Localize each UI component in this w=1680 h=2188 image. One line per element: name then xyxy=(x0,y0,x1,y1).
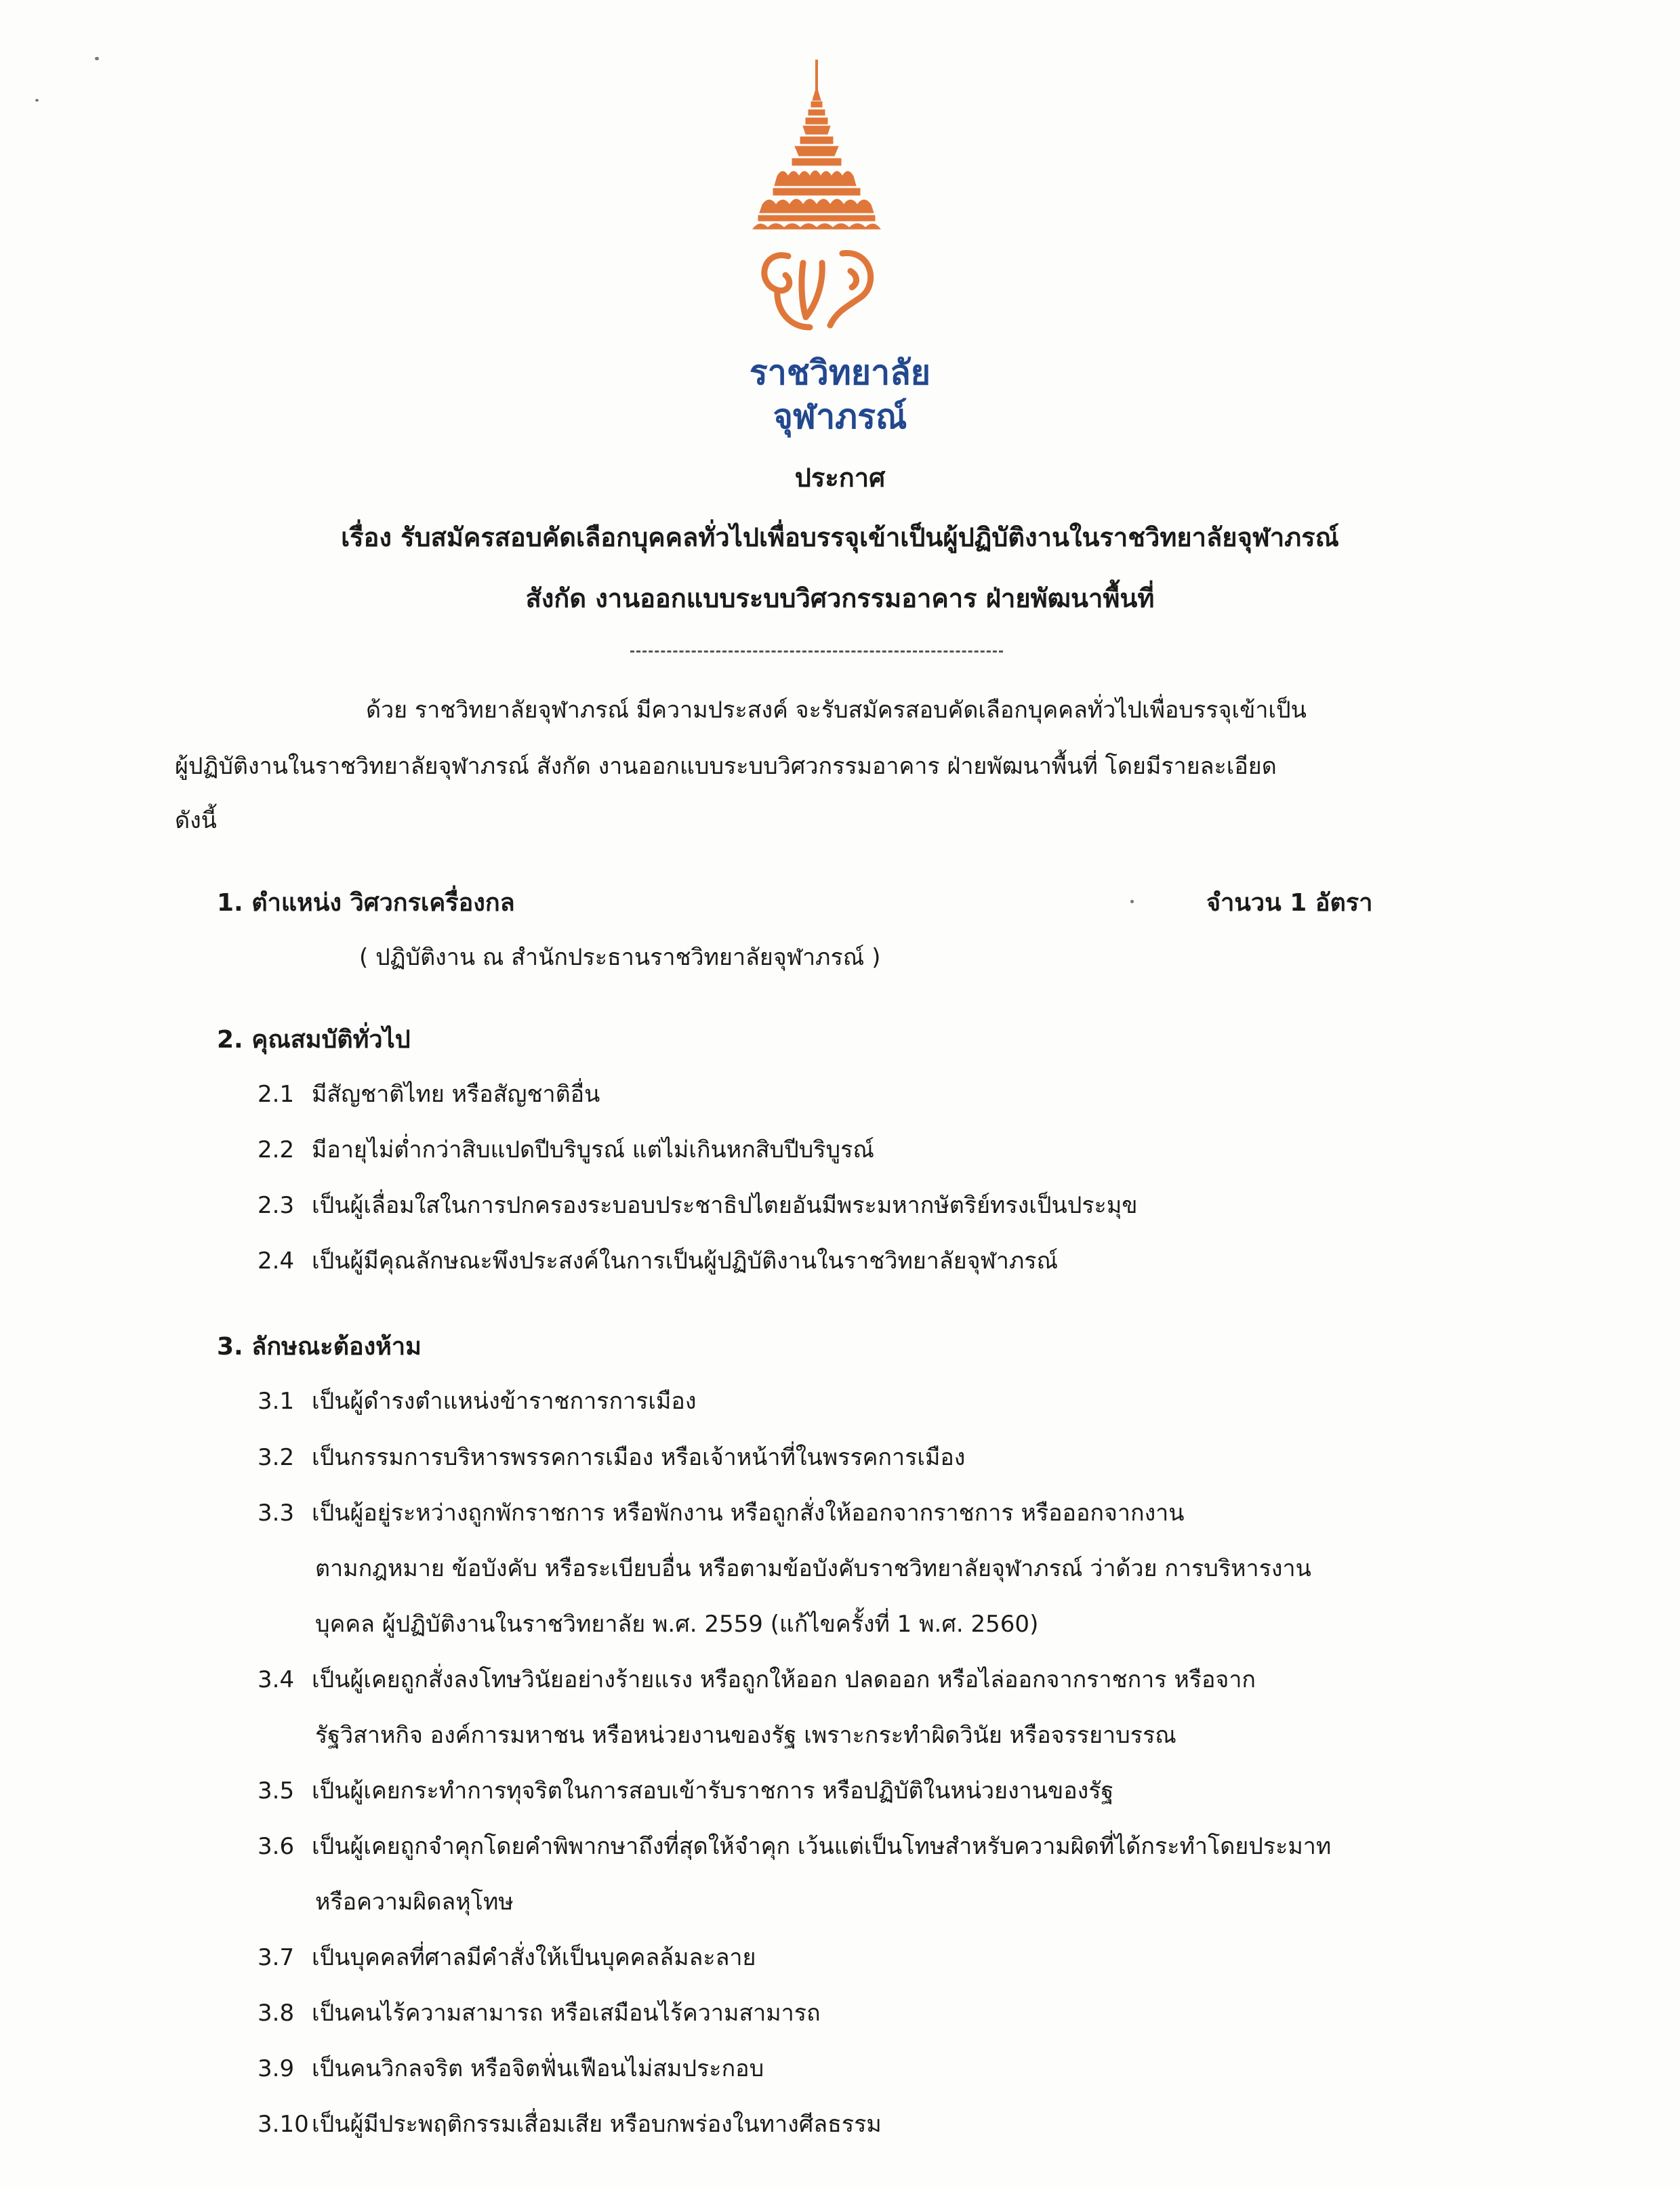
scan-speck xyxy=(95,57,99,60)
institution-logo xyxy=(735,60,898,344)
item-text: เป็นคนวิกลจริต หรือจิตฟั่นเฟือนไม่สมประกอบ xyxy=(312,2055,764,2082)
item-text: เป็นผู้เคยกระทำการทุจริตในการสอบเข้ารับราชการ หรือปฏิบัติในหน่วยงานของรัฐ xyxy=(312,1777,1114,1804)
intro-line-1: ด้วย ราชวิทยาลัยจุฬาภรณ์ มีความประสงค์ จะรับสมัครสอบคัดเลือกบุคคลทั่วไปเพื่อบรรจุเข้าเป็น xyxy=(366,697,1307,724)
item-number: 2.4 xyxy=(258,1247,295,1275)
item-continuation: รัฐวิสาหกิจ องค์การมหาชน หรือหน่วยงานของรัฐ เพราะกระทำผิดวินัย หรือจรรยาบรรณ xyxy=(315,1722,1176,1749)
position-title: 1. ตำแหน่ง วิศวกรเครื่องกล xyxy=(217,889,515,917)
item-text: เป็นผู้เคยถูกสั่งลงโทษวินัยอย่างร้ายแรง หรือถูกให้ออก ปลดออก หรือไล่ออกจากราชการ หรือจาก xyxy=(312,1666,1256,1693)
item-number: 3.6 xyxy=(258,1833,295,1860)
item-number: 3.10 xyxy=(258,2111,309,2138)
section-3-title: 3. ลักษณะต้องห้าม xyxy=(217,1333,422,1361)
item-number: 3.4 xyxy=(258,1666,295,1693)
item-text: เป็นกรรมการบริหารพรรคการเมือง หรือเจ้าหน้าที่ในพรรคการเมือง xyxy=(312,1444,966,1471)
item-text: เป็นคนไร้ความสามารถ หรือเสมือนไร้ความสามารถ xyxy=(312,2000,821,2027)
list-item xyxy=(258,1079,600,1110)
item-number: 3.2 xyxy=(258,1444,295,1471)
item-continuation: บุคคล ผู้ปฏิบัติงานในราชวิทยาลัย พ.ศ. 2559 (แก้ไขครั้งที่ 1 พ.ศ. 2560) xyxy=(315,1611,1039,1638)
item-number: 3.9 xyxy=(258,2055,295,2082)
list-item xyxy=(258,1498,1185,1529)
item-text: มีอายุไม่ต่ำกว่าสิบแปดปีบริบูรณ์ แต่ไม่เกินหกสิบปีบริบูรณ์ xyxy=(312,1136,874,1163)
separator-line xyxy=(630,651,1003,653)
list-item xyxy=(258,1831,1331,1862)
intro-line-2: ผู้ปฏิบัติงานในราชวิทยาลัยจุฬาภรณ์ สังกัด งานออกแบบระบบวิศวกรรมอาคาร ฝ่ายพัฒนาพื้นที่ โดยมีรายละเอียด xyxy=(175,753,1277,780)
position-location: ( ปฏิบัติงาน ณ สำนักประธานราชวิทยาลัยจุฬาภรณ์ ) xyxy=(359,944,881,971)
list-item xyxy=(258,1245,1058,1277)
item-text: เป็นบุคคลที่ศาลมีคำสั่งให้เป็นบุคคลล้มละลาย xyxy=(312,1944,756,1971)
item-number: 2.1 xyxy=(258,1081,295,1108)
list-item xyxy=(258,1442,965,1473)
item-number: 3.3 xyxy=(258,1500,295,1527)
item-continuation: หรือความผิดลหุโทษ xyxy=(315,1888,514,1916)
item-text: เป็นผู้อยู่ระหว่างถูกพักราชการ หรือพักงาน หรือถูกสั่งให้ออกจากราชการ หรือออกจากงาน xyxy=(312,1500,1185,1527)
list-item xyxy=(258,2109,882,2140)
item-number: 3.7 xyxy=(258,1944,295,1971)
item-number: 3.5 xyxy=(258,1777,295,1804)
item-text: เป็นผู้เคยถูกจำคุกโดยคำพิพากษาถึงที่สุดให้จำคุก เว้นแต่เป็นโทษสำหรับความผิดที่ได้กระทำโดยประมาท xyxy=(312,1833,1332,1860)
item-text: เป็นผู้มีประพฤติกรรมเสื่อมเสีย หรือบกพร่องในทางศีลธรรม xyxy=(312,2111,882,2138)
item-continuation: ตามกฎหมาย ข้อบังคับ หรือระเบียบอื่น หรือตามข้อบังคับราชวิทยาลัยจุฬาภรณ์ ว่าด้วย การบริหารงาน xyxy=(315,1555,1311,1582)
document-type: ประกาศ xyxy=(794,463,886,493)
item-number: 3.1 xyxy=(258,1388,295,1415)
scan-speck xyxy=(35,99,39,102)
list-item xyxy=(258,1775,1113,1807)
item-text: มีสัญชาติไทย หรือสัญชาติอื่น xyxy=(312,1081,600,1108)
position-quota: จำนวน 1 อัตรา xyxy=(1206,889,1373,917)
list-item xyxy=(258,1942,756,1973)
institution-name-line2: จุฬาภรณ์ xyxy=(773,397,907,436)
subject-line-1: เรื่อง รับสมัครสอบคัดเลือกบุคคลทั่วไปเพื่อบรรจุเข้าเป็นผู้ปฏิบัติงานในราชวิทยาลัยจุฬาภรณ์ xyxy=(341,522,1339,552)
scan-speck xyxy=(1130,900,1134,903)
item-text: เป็นผู้เลื่อมใสในการปกครองระบอบประชาธิปไตยอันมีพระมหากษัตริย์ทรงเป็นประมุข xyxy=(312,1192,1138,1219)
subject-line-2: สังกัด งานออกแบบระบบวิศวกรรมอาคาร ฝ่ายพัฒนาพื้นที่ xyxy=(525,583,1155,613)
intro-line-3: ดังนี้ xyxy=(175,807,217,834)
item-number: 2.3 xyxy=(258,1192,295,1219)
institution-name-line1: ราชวิทยาลัย xyxy=(749,353,931,392)
list-item xyxy=(258,1998,821,2029)
list-item xyxy=(258,1134,874,1165)
list-item xyxy=(258,2053,764,2084)
item-text: เป็นผู้ดำรงตำแหน่งข้าราชการการเมือง xyxy=(312,1388,697,1415)
list-item xyxy=(258,1664,1256,1695)
list-item xyxy=(258,1190,1137,1221)
item-number: 3.8 xyxy=(258,2000,295,2027)
list-item xyxy=(258,1386,696,1417)
item-number: 2.2 xyxy=(258,1136,295,1163)
section-2-title: 2. คุณสมบัติทั่วไป xyxy=(217,1026,411,1054)
item-text: เป็นผู้มีคุณลักษณะพึงประสงค์ในการเป็นผู้ปฏิบัติงานในราชวิทยาลัยจุฬาภรณ์ xyxy=(312,1247,1059,1275)
